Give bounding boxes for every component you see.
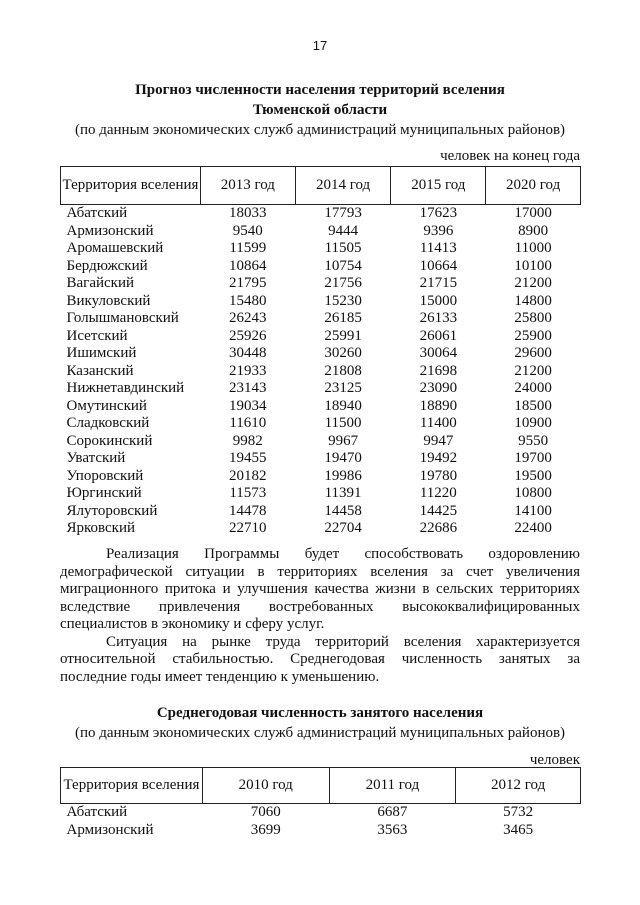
territory-name-cell: Армизонский [66, 222, 154, 239]
value-cell: 25900 [514, 327, 552, 344]
table-row [61, 345, 581, 363]
table1-header-territory: Территория вселения [61, 167, 201, 205]
territory-name-cell: Упоровский [66, 467, 144, 484]
page-number: 17 [312, 38, 328, 53]
value-cell: 21808 [324, 362, 362, 379]
value-cell: 10754 [324, 257, 362, 274]
value-cell: 23090 [419, 380, 458, 396]
territory-name-cell: Ярковский [66, 520, 136, 536]
value-cell: 19455 [229, 450, 267, 466]
table1-body [61, 205, 581, 538]
territory-name-cell: Омутинский [66, 397, 147, 414]
value-cell: 14425 [419, 502, 458, 519]
body-text [60, 546, 580, 686]
value-cell: 14458 [324, 502, 362, 519]
value-cell: 25991 [324, 327, 362, 344]
value-cell: 10864 [229, 257, 267, 274]
territory-name-cell: Голышмановский [66, 310, 179, 326]
value-cell: 9550 [518, 432, 549, 449]
value-cell: 19986 [324, 467, 362, 484]
value-cell: 21698 [419, 362, 458, 379]
value-cell: 22710 [229, 520, 267, 536]
table1-header-2020: 2020 год [486, 167, 581, 205]
table2-unit-note: человек [529, 752, 580, 768]
table2-subtitle: (по данным экономических служб администраций муниципальных районов) [74, 725, 566, 741]
value-cell: 7060 [250, 804, 281, 820]
value-cell: 14100 [514, 502, 552, 519]
table1-unit-note: человек на конец года [440, 148, 580, 164]
table2-header-2010: 2010 год [202, 768, 329, 804]
territory-name-cell: Абатский [66, 205, 128, 221]
value-cell: 20182 [229, 467, 267, 484]
table-row [61, 520, 581, 538]
value-cell: 23125 [324, 380, 362, 396]
value-cell: 19700 [514, 450, 552, 466]
value-cell: 21756 [324, 275, 362, 291]
value-cell: 19780 [419, 467, 458, 484]
value-cell: 11391 [324, 485, 362, 501]
table2-header-territory: Территория вселения [61, 768, 203, 804]
table-row [61, 415, 581, 433]
value-cell: 14800 [514, 292, 552, 309]
table2-header-row [61, 768, 581, 804]
value-cell: 8900 [518, 222, 549, 239]
value-cell: 10100 [514, 257, 552, 274]
territory-name-cell: Абатский [66, 804, 128, 820]
territory-name-cell: Бердюжский [66, 257, 148, 274]
value-cell: 5732 [503, 804, 534, 820]
value-cell: 9540 [232, 222, 263, 239]
value-cell: 19500 [514, 467, 552, 484]
value-cell: 18940 [324, 397, 362, 414]
value-cell: 22704 [324, 520, 362, 536]
territory-name-cell: Вагайский [66, 275, 134, 291]
employment-table [60, 767, 581, 839]
territory-name-cell: Казанский [66, 362, 134, 379]
table-row [61, 380, 581, 398]
territory-name-cell: Юргинский [66, 485, 142, 501]
value-cell: 6687 [377, 804, 408, 820]
population-forecast-table [60, 166, 581, 538]
value-cell: 19034 [229, 397, 267, 414]
table1-subtitle: (по данным экономических служб администраций муниципальных районов) [74, 122, 566, 138]
table-row [61, 275, 581, 293]
table2-heading [60, 703, 580, 743]
value-cell: 9396 [423, 222, 454, 239]
value-cell: 21795 [229, 275, 267, 291]
value-cell: 21200 [514, 275, 552, 291]
value-cell: 30260 [324, 345, 362, 361]
table-row [61, 310, 581, 328]
value-cell: 11505 [324, 240, 362, 256]
value-cell: 11400 [419, 415, 457, 431]
value-cell: 15480 [229, 292, 267, 309]
territory-name-cell: Нижнетавдинский [66, 380, 185, 396]
value-cell: 11610 [229, 415, 267, 431]
value-cell: 17000 [514, 205, 552, 221]
value-cell: 3699 [250, 821, 281, 838]
value-cell: 11220 [419, 485, 457, 501]
value-cell: 17623 [419, 205, 458, 221]
value-cell: 26061 [419, 327, 458, 344]
table1-title-line1: Прогноз численности населения территорий вселения [135, 82, 505, 98]
table2-header-2011: 2011 год [329, 768, 456, 804]
territory-name-cell: Ялуторовский [66, 502, 158, 519]
value-cell: 25926 [229, 327, 267, 344]
territory-name-cell: Аромашевский [66, 240, 164, 256]
territory-name-cell: Ишимский [66, 345, 137, 361]
value-cell: 24000 [514, 380, 552, 396]
value-cell: 10900 [514, 415, 552, 431]
value-cell: 19492 [419, 450, 458, 466]
table-row [61, 485, 581, 503]
table1-header-2013: 2013 год [200, 167, 295, 205]
table-row [61, 503, 581, 521]
table-row [61, 450, 581, 468]
table1-title-line2: Тюменской области [252, 102, 388, 118]
value-cell: 10664 [419, 257, 458, 274]
value-cell: 14478 [229, 502, 267, 519]
value-cell: 11500 [324, 415, 362, 431]
table-row [61, 223, 581, 241]
value-cell: 18033 [229, 205, 267, 221]
territory-name-cell: Викуловский [66, 292, 151, 309]
value-cell: 25800 [514, 310, 552, 326]
table1-header-row [61, 167, 581, 205]
value-cell: 9444 [328, 222, 359, 239]
paragraph-1: Реализация Программы будет способствовать оздоровлению демографической ситуации в территориях вселения за счет увеличения миграционного притока и улучшения качества жизни в сельских территориях вследствие привлечения востребованных высококвалифицированных специалистов в экономику и сферу услуг. [60, 546, 580, 632]
value-cell: 26243 [229, 310, 267, 326]
value-cell: 21933 [229, 362, 267, 379]
table2-title: Среднегодовая численность занятого населения [156, 705, 484, 721]
table-row [61, 804, 581, 822]
table-row [61, 433, 581, 451]
value-cell: 21715 [419, 275, 458, 291]
value-cell: 26133 [419, 310, 458, 326]
value-cell: 30064 [419, 345, 458, 361]
table-row [61, 398, 581, 416]
table-row [61, 258, 581, 276]
paragraph-2: Ситуация на рынке труда территорий вселения характеризуется относительной стабильностью. Среднегодовая численность занятых за последние годы имеет тенденцию к уменьшению. [60, 633, 580, 685]
value-cell: 21200 [514, 362, 552, 379]
value-cell: 9947 [423, 432, 454, 449]
value-cell: 23143 [229, 380, 267, 396]
value-cell: 3563 [377, 821, 408, 838]
table-row [61, 328, 581, 346]
value-cell: 22400 [514, 520, 552, 536]
value-cell: 9982 [232, 432, 263, 449]
table-row [61, 240, 581, 258]
value-cell: 22686 [419, 520, 458, 536]
table1-header-2014: 2014 год [295, 167, 391, 205]
table1-heading [60, 80, 580, 140]
value-cell: 18500 [514, 397, 552, 414]
value-cell: 29600 [514, 345, 552, 361]
territory-name-cell: Сладковский [66, 415, 150, 431]
table-row [61, 363, 581, 381]
value-cell: 15230 [324, 292, 362, 309]
value-cell: 30448 [229, 345, 267, 361]
value-cell: 11599 [229, 240, 267, 256]
value-cell: 18890 [419, 397, 458, 414]
table2-body [61, 804, 581, 840]
value-cell: 19470 [324, 450, 362, 466]
territory-name-cell: Армизонский [66, 821, 154, 838]
territory-name-cell: Исетский [66, 327, 128, 344]
territory-name-cell: Сорокинский [66, 432, 153, 449]
table-row [61, 205, 581, 223]
table-row [61, 468, 581, 486]
value-cell: 11413 [419, 240, 457, 256]
territory-name-cell: Уватский [66, 450, 126, 466]
value-cell: 17793 [324, 205, 362, 221]
value-cell: 15000 [419, 292, 458, 309]
table-row [61, 293, 581, 311]
table-row [61, 822, 581, 840]
value-cell: 26185 [324, 310, 362, 326]
table2-header-2012: 2012 год [456, 768, 581, 804]
table1-header-2015: 2015 год [391, 167, 486, 205]
value-cell: 11573 [229, 485, 267, 501]
value-cell: 9967 [328, 432, 359, 449]
value-cell: 3465 [503, 821, 534, 838]
value-cell: 11000 [514, 240, 552, 256]
value-cell: 10800 [514, 485, 552, 501]
